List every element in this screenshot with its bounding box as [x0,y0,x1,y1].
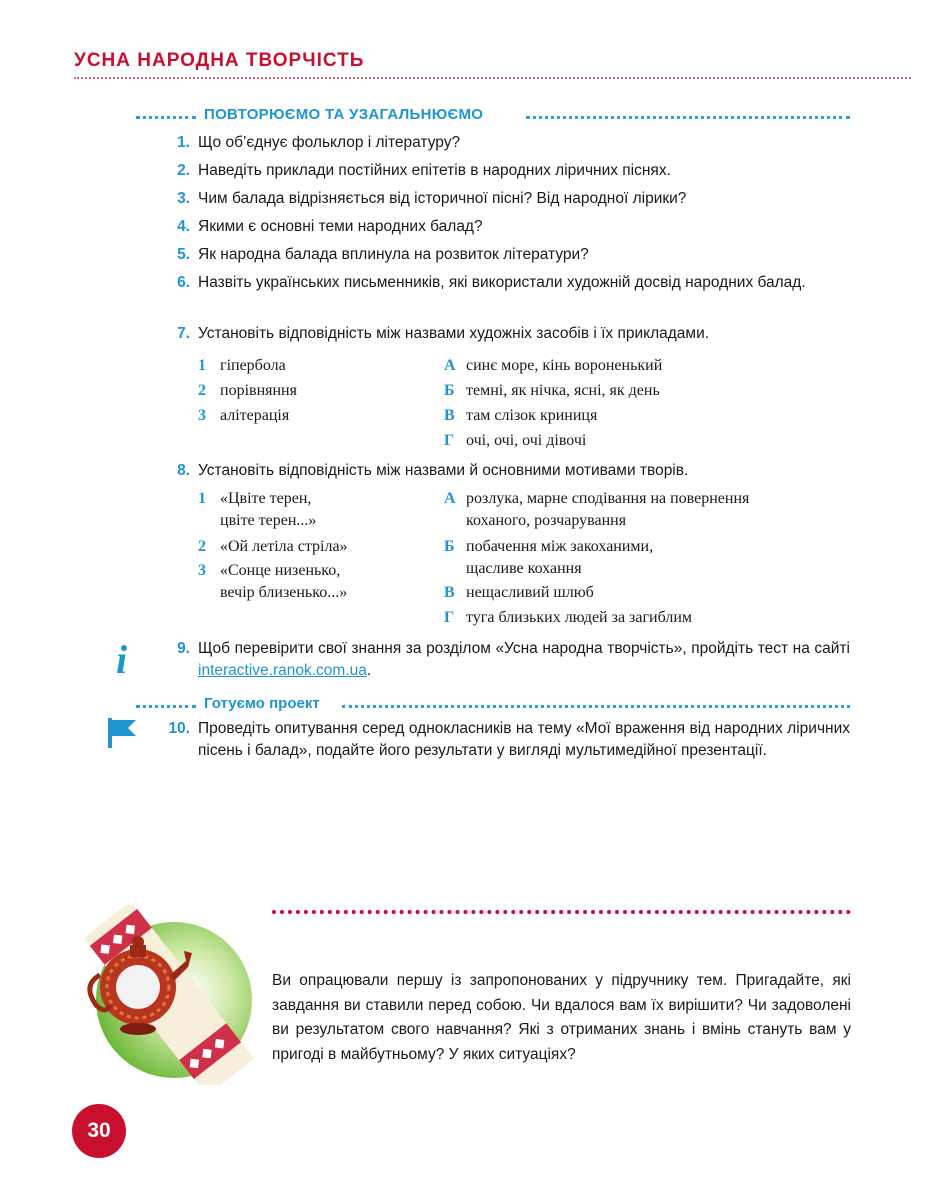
match-key: Б [444,382,455,399]
question-number: 8. [177,462,190,479]
heading-dots-right [526,116,850,119]
question-number: 4. [177,218,190,235]
match-key: 1 [198,490,206,507]
match-text: туга близьких людей за загиблим [466,609,692,626]
summary-divider [272,910,851,914]
question-number: 9. [177,640,190,657]
match-text: порівняння [220,382,297,399]
match-8-right-a [444,488,749,532]
project-section-heading [136,695,850,715]
match-7-left-1 [198,355,286,377]
match-7-right-c [444,405,597,427]
match-key: Б [444,538,455,555]
match-key: Г [444,609,455,626]
question-1 [164,132,850,154]
question-number: 2. [177,162,190,179]
match-line: «Сонце низенько, [220,562,341,579]
question-9 [164,638,850,682]
match-7-left-3 [198,405,289,427]
question-text: Установіть відповідність між назвами художніх засобів і їх прикладами. [198,325,710,342]
question-text: Проведіть опитування серед однокласників на тему «Мої враження від народних ліричних пісень і балад», подайте його результати у вигляді мультимедійної презентації. [198,720,850,759]
question-10 [164,718,850,762]
info-icon: i [116,637,128,682]
heading-dots-left [136,116,196,119]
match-8-right-b [444,536,653,580]
match-key: В [444,584,455,601]
section-header-title: УСНА НАРОДНА ТВОРЧІСТЬ [74,50,365,71]
match-text [220,560,347,604]
project-title: Готуємо проект [200,695,324,712]
match-7-right-b [444,380,660,402]
match-text: нещасливий шлюб [466,584,594,601]
match-7-right-d [444,430,586,452]
match-8-left-3 [198,560,347,604]
match-7-right-a [444,355,662,377]
question-text: Що об’єднує фольклор і літературу? [198,134,461,151]
heading-dots-right [342,705,850,708]
question-text: Назвіть українських письменників, які використали художній досвід народних балад. [198,274,806,291]
question-3 [164,188,850,210]
match-8-right-d [444,607,692,629]
match-key: 2 [198,382,206,399]
jug-illustration [70,905,255,1085]
match-key: Г [444,432,455,449]
question-text: Чим балада відрізняється від історичної пісні? Від народної лірики? [198,190,687,207]
match-line: «Цвіте терен, [220,490,312,507]
match-text: алітерація [220,407,290,424]
question-8 [164,460,850,482]
match-key: А [444,490,456,507]
match-text: очі, очі, очі дівочі [466,432,587,449]
summary-paragraph: Ви опрацювали першу із запропонованих у підручнику тем. Пригадайте, які завдання ви ставили перед собою. Чи вдалося вам їх вирішити? Чи задоволені ви результатом свого навчання? Які з отриманих знань і вмінь стануть вам у пригоді в майбутньому? У яких ситуаціях? [272,972,851,1063]
question-2 [164,160,850,182]
question-number: 10. [168,720,190,737]
question-number: 7. [177,325,190,342]
match-key: А [444,357,456,374]
question-text: Установіть відповідність між назвами й основними мотивами творів. [198,462,689,479]
match-text: синє море, кінь вороненький [466,357,663,374]
question-text: Як народна балада вплинула на розвиток літератури? [198,246,589,263]
question-9-end: . [366,662,372,679]
match-text: «Ой летіла стріла» [220,538,348,555]
match-key: 3 [198,407,206,424]
header-divider [74,77,911,79]
match-text: там слізок криниця [466,407,598,424]
heading-dots-left [136,705,196,708]
question-number: 1. [177,134,190,151]
question-text: Наведіть приклади постійних епітетів в народних ліричних піснях. [198,162,671,179]
question-number: 5. [177,246,190,263]
page-number: 30 [72,1104,126,1158]
match-8-right-c [444,582,594,604]
match-7-left-2 [198,380,297,402]
match-key: В [444,407,455,424]
match-key: 3 [198,562,206,579]
match-text [220,488,316,532]
match-key: 1 [198,357,206,374]
question-text [198,638,850,682]
match-line: щасливе кохання [466,560,582,577]
match-key: 2 [198,538,206,555]
match-text: гіпербола [220,357,286,374]
review-title: ПОВТОРЮЄМО ТА УЗАГАЛЬНЮЄМО [200,106,487,123]
match-text [466,536,653,580]
question-9-text: Щоб перевірити свої знання за розділом «Усна народна творчість», пройдіть тест на сайті [198,640,850,657]
match-line: побачення між закоханими, [466,538,654,555]
review-section-heading [136,106,850,126]
question-6 [164,272,850,294]
question-5 [164,244,850,266]
match-line: коханого, розчарування [466,512,627,529]
question-number: 3. [177,190,190,207]
question-text: Якими є основні теми народних балад? [198,218,483,235]
match-line: вечір близенько...» [220,584,348,601]
match-8-left-2 [198,536,348,558]
match-text: темні, як нічка, ясні, як день [466,382,660,399]
match-8-left-1 [198,488,316,532]
match-text [466,488,749,532]
question-4 [164,216,850,238]
match-line: розлука, марне сподівання на повернення [466,490,750,507]
test-site-link[interactable]: interactive.ranok.com.ua [198,662,367,679]
flag-icon [106,716,140,750]
match-line: цвіте терен...» [220,512,317,529]
question-number: 6. [177,274,190,291]
question-7 [164,323,850,345]
